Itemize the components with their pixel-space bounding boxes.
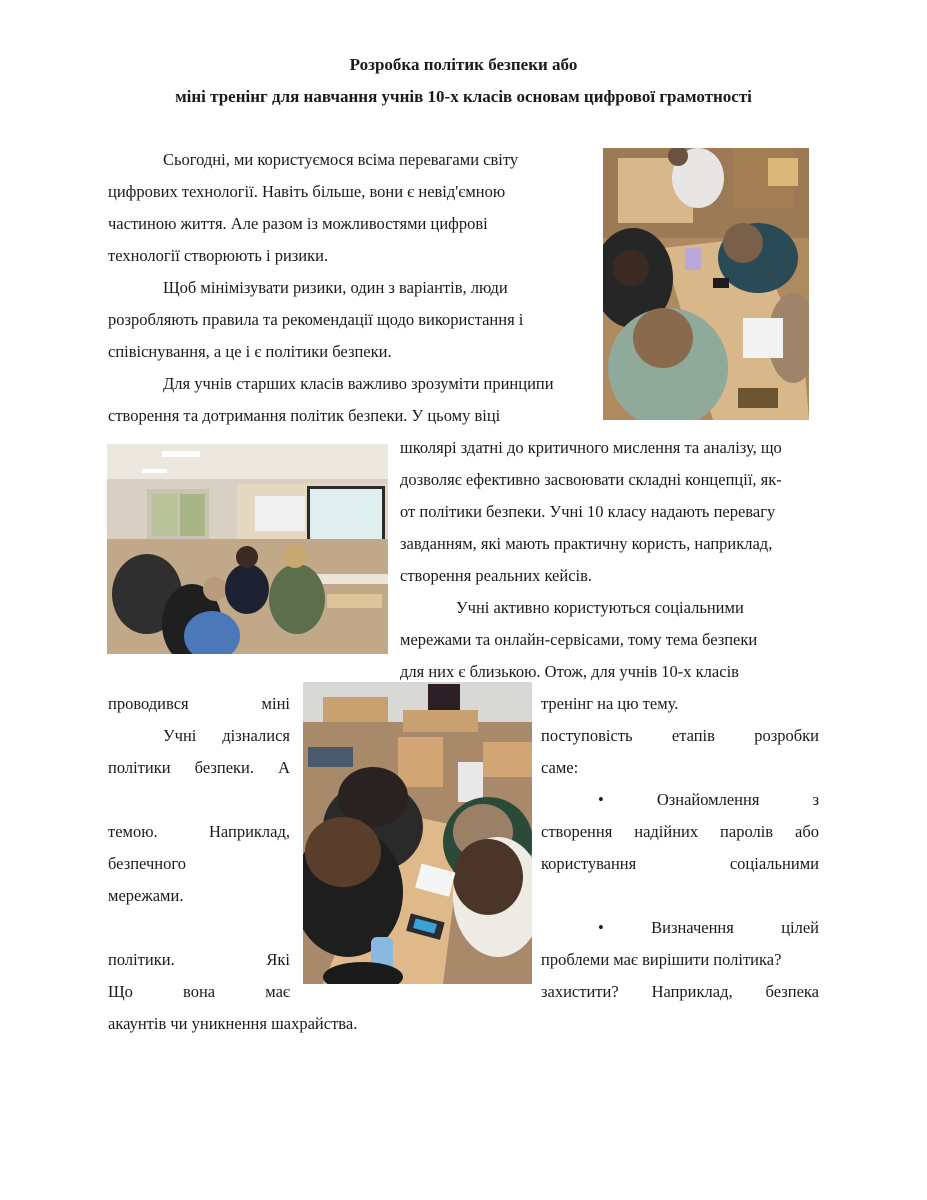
word: дізналися [222, 726, 290, 745]
right-col-line [541, 822, 819, 842]
word: політики [108, 758, 171, 777]
word: соціальними [729, 854, 819, 873]
word: етапів [671, 726, 715, 745]
left-col-line [108, 982, 290, 1002]
paragraph-line: дозволяє ефективно засвоювати складні концепції, як- [400, 470, 782, 489]
word: Наприклад, [651, 982, 733, 1001]
right-col-line: саме: [541, 758, 579, 777]
text: Сьогодні, ми користуємося всіма перевагами світу [163, 150, 519, 169]
word: проводився [108, 694, 189, 713]
word: міні [261, 694, 290, 713]
word: політики. [108, 950, 175, 969]
paragraph-line: акаунтів чи уникнення шахрайства. [108, 1014, 358, 1033]
paragraph-line: частиною життя. Але разом із можливостями цифрові [108, 214, 488, 233]
word: розробки [754, 726, 819, 745]
paragraph-line: створення та дотримання політик безпеки. У цьому віці [108, 406, 501, 425]
word: має [265, 982, 290, 1001]
word: або [795, 822, 819, 841]
word: з [812, 790, 819, 809]
photo-classroom-screen [107, 444, 388, 654]
left-col-line: мережами. [108, 886, 184, 905]
word: безпеки. [194, 758, 254, 777]
word: Які [266, 950, 290, 969]
paragraph-line: для них є близькою. Отож, для учнів 10-х класів [400, 662, 739, 681]
word: темою. [108, 822, 158, 841]
paragraph-line: Для учнів старших класів важливо зрозуміти принципи [163, 374, 554, 393]
paragraph-line: школярі здатні до критичного мислення та аналізу, що [400, 438, 782, 457]
word: користування [541, 854, 637, 873]
word: Ознайомлення [656, 790, 760, 809]
paragraph-line: розробляють правила та рекомендації щодо використання і [108, 310, 524, 329]
word: захистити? [541, 982, 619, 1001]
word: Наприклад, [208, 822, 290, 841]
photo-students-writing [303, 682, 532, 984]
paragraph-line: створення реальних кейсів. [400, 566, 593, 585]
word: Визначення [651, 918, 734, 937]
photo-students-desk [603, 148, 809, 420]
left-col-line: безпечного [108, 854, 186, 873]
word: паролів [720, 822, 774, 841]
word: А [278, 758, 290, 777]
left-col-line [108, 758, 290, 778]
paragraph-line: от політики безпеки. Учні 10 класу надають перевагу [400, 502, 776, 521]
document-title-line-1: Розробка політик безпеки або [349, 55, 578, 74]
left-col-line [163, 726, 290, 746]
left-col-line [108, 822, 290, 842]
paragraph-line: цифрових технології. Навіть більше, вони є невід'ємною [108, 182, 506, 201]
bullet-item [598, 918, 819, 938]
document-title-line-2: міні тренінг для навчання учнів 10-х класів основам цифрової грамотності [175, 87, 752, 106]
bullet-icon: • [598, 918, 604, 937]
word: Учні [163, 726, 197, 745]
left-col-line [108, 950, 290, 970]
right-col-line: проблеми має вирішити політика? [541, 950, 782, 969]
left-col-line [108, 694, 290, 714]
right-col-line [541, 982, 819, 1002]
right-col-line [541, 854, 819, 874]
word: безпека [765, 982, 819, 1001]
bullet-icon: • [598, 790, 604, 809]
paragraph-line: технології створюють і ризики. [108, 246, 329, 265]
word: поступовість [541, 726, 633, 745]
word: Що [108, 982, 133, 1001]
word: цілей [781, 918, 819, 937]
paragraph-line: співіснування, а це і є політики безпеки. [108, 342, 392, 361]
word: створення [541, 822, 613, 841]
bullet-item [598, 790, 819, 810]
word: надійних [634, 822, 699, 841]
right-col-line: тренінг на цю тему. [541, 694, 679, 713]
paragraph-line: мережами та онлайн-сервісами, тому тема безпеки [400, 630, 758, 649]
paragraph-line [163, 150, 590, 170]
paragraph-line: Щоб мінімізувати ризики, один з варіантів, люди [163, 278, 508, 297]
paragraph-line: Учні активно користуються соціальними [456, 598, 744, 617]
word: вона [183, 982, 216, 1001]
right-col-line [541, 726, 819, 746]
paragraph-line: завданням, які мають практичну користь, наприклад, [400, 534, 773, 553]
